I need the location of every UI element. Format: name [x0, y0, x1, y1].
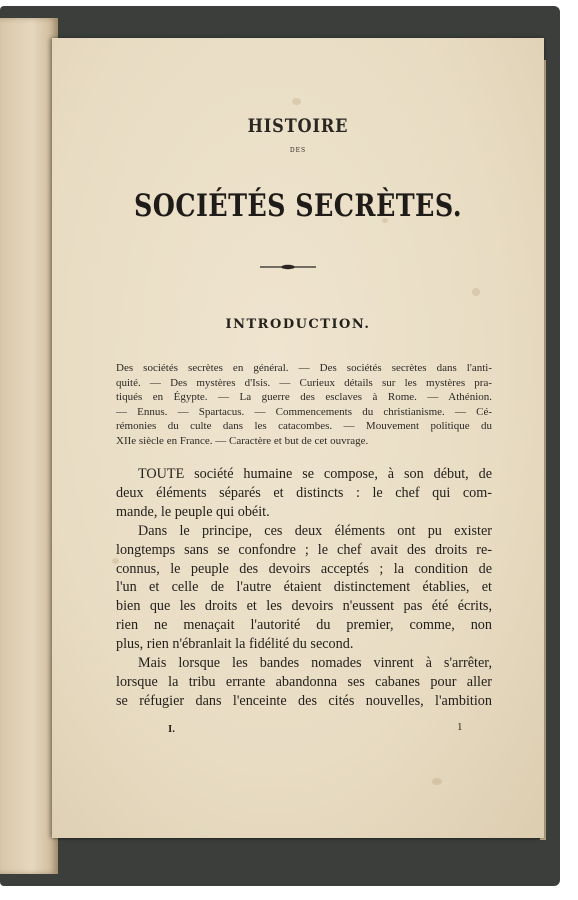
summary-line: rémonies du culte dans les catacombes. — Mouvement politique du: [116, 420, 492, 433]
body-line: Dans le principe, ces deux éléments ont pu exister: [138, 522, 492, 539]
foxing-spot: [292, 98, 301, 105]
body-line: se réfugier dans l'enceinte des cités nouvelles, l'ambition: [116, 692, 492, 709]
body-text: [116, 465, 492, 711]
title-des: DES: [289, 147, 307, 154]
title-societes-secretes: SOCIÉTÉS SECRÈTES.: [134, 188, 462, 224]
body-line: TOUTE société humaine se compose, à son début, de: [138, 466, 492, 482]
summary-line: XIIe siècle en France. — Caractère et but de cet ouvrage.: [116, 434, 369, 447]
ornament-divider: [260, 264, 316, 270]
body-line: rien ne menaçait l'autorité du premier, comme, non: [116, 617, 492, 634]
body-line: lorsque la tribu errante abandonna ses cabanes pour aller: [116, 673, 492, 690]
body-line: plus, rien n'ébranlait la fidélité du second.: [116, 636, 354, 653]
body-line: longtemps sans se confondre ; le chef avait des droits re-: [116, 541, 492, 558]
body-line: Mais lorsque les bandes nomades vinrent à s'arrêter,: [138, 655, 492, 672]
book-page: [52, 38, 544, 838]
body-line: bien que les droits et les devoirs n'eussent pas été écrits,: [116, 598, 492, 615]
left-page-edge: [0, 18, 58, 874]
summary-line: quité. — Des mystères d'Isis. — Curieux détails sur les mystères pra-: [116, 376, 492, 389]
section-heading: INTRODUCTION.: [225, 317, 371, 332]
signature-mark: I.: [168, 723, 176, 735]
body-line: connus, le peuple des devoirs acceptés ; la condition de: [116, 560, 492, 577]
title-histoire: HISTOIRE: [247, 115, 349, 137]
summary-line: tiqués en Égypte. — La guerre des esclaves à Rome. — Athénion.: [116, 391, 492, 404]
body-line: mande, le peuple qui obéit.: [116, 503, 270, 520]
body-line: deux éléments séparés et distincts : le chef qui com-: [116, 484, 492, 501]
foxing-spot: [472, 288, 480, 296]
body-line: l'un et celle de l'autre étaient distinctement établies, et: [116, 579, 492, 596]
summary-line: — Ennus. — Spartacus. — Commencements du christianisme. — Cé-: [116, 405, 492, 418]
summary-line: Des sociétés secrètes en général. — Des sociétés secrètes dans l'anti-: [116, 362, 492, 374]
chapter-summary: [116, 361, 492, 449]
page-number: 1: [457, 721, 463, 733]
foxing-spot: [432, 778, 442, 785]
